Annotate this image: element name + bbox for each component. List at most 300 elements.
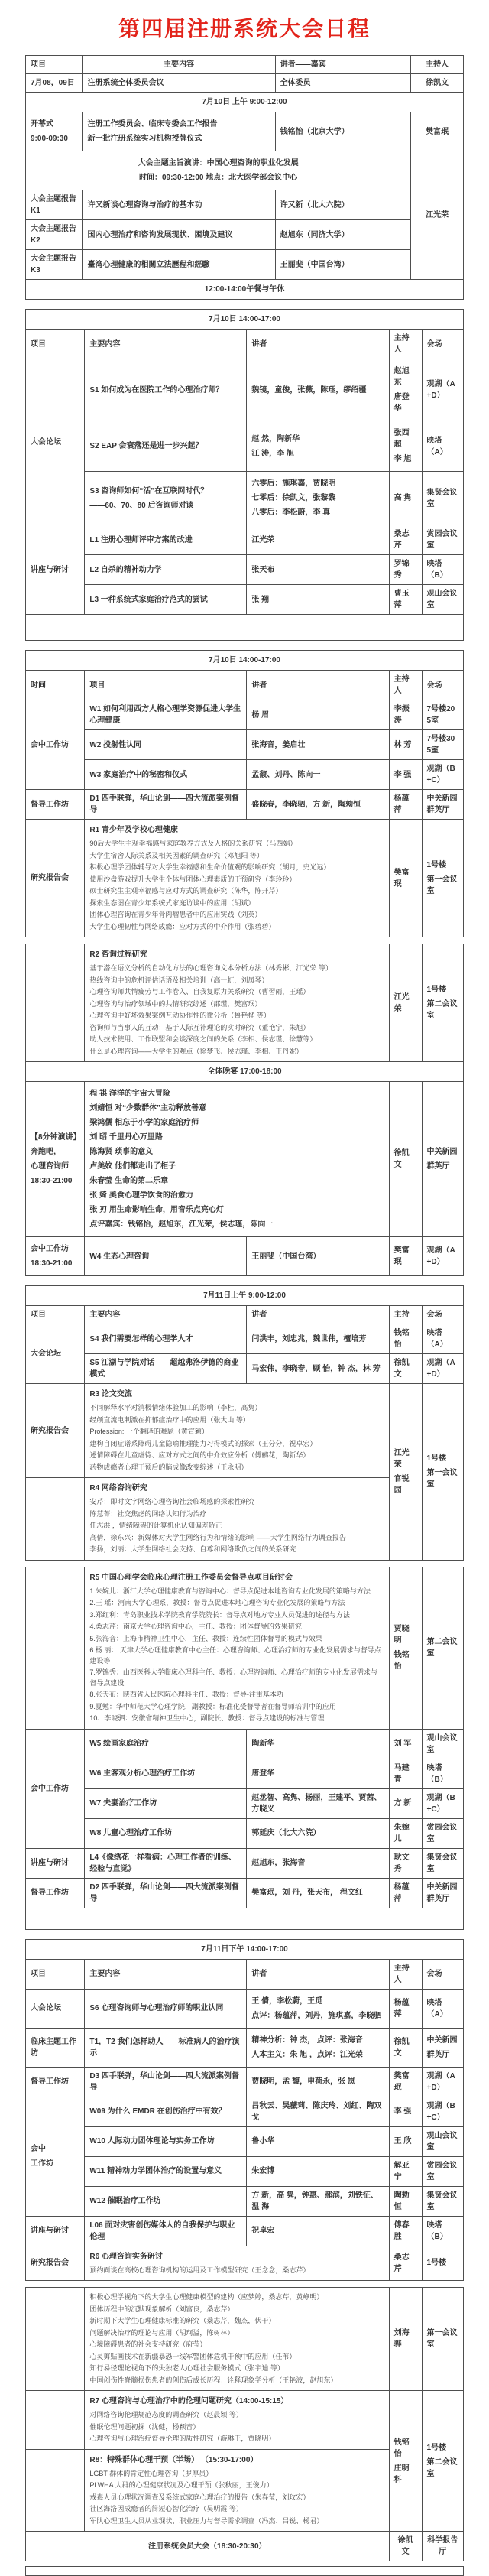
column-header: 项目 bbox=[26, 1959, 85, 1989]
table-cell: 鲁小华 bbox=[247, 2126, 389, 2156]
cell-line: 1号楼 bbox=[426, 861, 447, 869]
session-item: 1.朱婉儿：浙江大学心理健康教育与咨询中心：督导点促进本地咨询专业化发展的策略与方法 bbox=[89, 1587, 371, 1595]
table-cell: 讲座与研讨 bbox=[26, 1848, 85, 1878]
table-cell: 徐凯文 bbox=[389, 2028, 422, 2067]
cell-line: 1号楼 bbox=[426, 986, 447, 994]
table-cell bbox=[247, 472, 389, 525]
table-cell: 映塔（B） bbox=[422, 555, 463, 585]
table-cell bbox=[389, 1567, 422, 1729]
table-cell: 研究报告会 bbox=[26, 2246, 85, 2281]
cell-line: 八零后：李松蔚，李 真 bbox=[251, 508, 331, 517]
table-opening-and-keynotes bbox=[25, 55, 464, 300]
session-item: 陈慧菁：社交焦虑的网络认知行为治疗 bbox=[89, 1509, 207, 1518]
cell-line: 会中工作坊 bbox=[31, 1245, 69, 1253]
column-header: 项目 bbox=[26, 1306, 85, 1324]
table-cell bbox=[247, 1989, 389, 2028]
session-item: 安芹：即时文字网络心理咨询社会临场感的探索性研究 bbox=[89, 1498, 255, 1506]
cell-line: 时间：09:30-12:00 地点：北大医学部会议中心 bbox=[138, 174, 298, 182]
table-cell bbox=[389, 359, 422, 421]
table-cell bbox=[422, 944, 463, 1062]
table-cell: 许又新（北大六院） bbox=[275, 190, 411, 220]
section-bar: 7月10日 上午 9:00-12:00 bbox=[26, 93, 464, 112]
cell-line: 群英厅 bbox=[426, 2050, 450, 2059]
table-cell: W6 主客观分析心理治疗工作坊 bbox=[85, 1759, 247, 1788]
column-header: 主持人 bbox=[411, 56, 464, 74]
cell-line: 开幕式 bbox=[31, 120, 53, 128]
table-cell: 唐登华 bbox=[247, 1759, 389, 1788]
cell-line: 9:00-09:30 bbox=[31, 135, 68, 143]
table-cell: L1 注册心理师评审方案的改进 bbox=[85, 525, 247, 555]
cell-line: 江 涛，李 旭 bbox=[251, 449, 294, 458]
table-cell: 赵旭东，张海音 bbox=[247, 1848, 389, 1878]
table-cell bbox=[422, 1384, 463, 1561]
session-title: R8：特殊群体心理干预（半场） （15:30-17:00） bbox=[89, 2455, 258, 2464]
table-cell: 映塔（A） bbox=[422, 421, 463, 472]
session-item: 大学生心理韧性与网络成瘾：应对方式的中介作用（张碧碧） bbox=[89, 922, 276, 931]
session-cell bbox=[85, 1384, 389, 1478]
table-cell: 观山会议室 bbox=[422, 2126, 463, 2156]
cell-line: 点评嘉宾：钱铭怡，赵旭东，江光荣，侯志瑾，陈向一 bbox=[89, 1220, 274, 1229]
table-cell bbox=[26, 112, 83, 151]
cell-line: 唐登华 bbox=[393, 393, 410, 413]
table-gap bbox=[25, 1561, 464, 1567]
session-item: 团体心理咨询在青少年骨肉瘤患者中的应用实践（刘英） bbox=[89, 911, 262, 918]
session-item: 助人技术使用、工作联盟和会谈深度之间的关系（李相、侯志瑾、徐慧等） bbox=[89, 1035, 317, 1043]
table-jul10-pm-forums bbox=[25, 309, 464, 641]
section-bar: 7月10日 14:00-17:00 bbox=[26, 651, 464, 671]
session-title: R2 咨询过程研究 bbox=[89, 950, 147, 959]
session-cell bbox=[85, 820, 389, 937]
table-cell: 杨蕴萍 bbox=[389, 1878, 422, 1908]
session-item: 心理咨询与治疗领域中的共情研究综述（邵瑾，樊富珉） bbox=[89, 999, 262, 1008]
column-header: 主持人 bbox=[389, 1959, 422, 1989]
table-gap bbox=[25, 1930, 464, 1939]
column-header: 项目 bbox=[26, 56, 83, 74]
table-cell: L4《像绣花一样看病：心理工作者的训练、经验与直觉》 bbox=[85, 1848, 247, 1878]
table-cell: 耿文秀 bbox=[389, 1848, 422, 1878]
table-cell: 7月08，09日 bbox=[26, 74, 83, 93]
table-cell: 1号楼 bbox=[422, 2246, 463, 2281]
session-item: 心理咨询与心理治疗督导伦理的质性研究（游琳王，贾晓明） bbox=[89, 2435, 276, 2442]
session-cell bbox=[85, 944, 389, 1062]
session-item: 基于潜在语义分析的自动化方法的心理咨询文本分析方法（林秀彬，江光荣 等） bbox=[89, 964, 332, 972]
table-cell bbox=[247, 2028, 389, 2067]
table-cell: D3 四手联弹，华山论剑——四大流派案例督导 bbox=[85, 2067, 247, 2097]
table-cell: 大会主题报告 K1 bbox=[26, 190, 83, 220]
table-cell: S4 我们需要怎样的心理学人才 bbox=[85, 1324, 247, 1354]
table-cell: 许又新谈心理咨询与治疗的基本功 bbox=[83, 190, 275, 220]
table-cell: 祝卓宏 bbox=[247, 2216, 389, 2246]
column-header: 项目 bbox=[85, 671, 247, 700]
table-cell: 臺湾心理健康的相關立法歷程和經驗 bbox=[83, 250, 275, 280]
table-cell: 张海音，姜启壮 bbox=[247, 730, 389, 760]
session-item: 预约面谈在高校心理咨询机构的运用及工作模型研究（王念念，桑志芹） bbox=[89, 2266, 310, 2274]
cell-line: 赵旭东 bbox=[393, 367, 410, 387]
table-cell bbox=[26, 1567, 85, 1729]
table-cell bbox=[85, 1082, 389, 1237]
cell-line: 张 婍 美食心理学饮食的治愈力 bbox=[89, 1191, 193, 1200]
cell-line: 会中 bbox=[31, 2145, 46, 2153]
cell-line: 注册工作委员会、临床专委会工作报告 bbox=[87, 120, 218, 128]
cell-line: 李 旭 bbox=[393, 455, 412, 463]
session-item: 知行易径理论视角下的失独老人心理社会服务模式（张宇迪 等） bbox=[89, 2364, 284, 2372]
column-header: 主要内容 bbox=[83, 56, 275, 74]
table-cell: 杨 眉 bbox=[247, 700, 389, 730]
section-bar: 全体晚宴 17:00-18:00 bbox=[26, 1062, 464, 1082]
table-cell: 观湖（B+C） bbox=[422, 1788, 463, 1818]
column-header: 项目 bbox=[26, 330, 85, 359]
table-cell: 会中工作坊 bbox=[26, 1729, 85, 1848]
session-item: 军队心理卫生人员从业现状、职业压力与督导需求调查（冯杰、吕锐、杨君） bbox=[89, 2516, 324, 2525]
table-cell: 赵丞智、高隽、杨丽，王建平、贾茜、方晓义 bbox=[247, 1788, 389, 1818]
session-cell bbox=[85, 2391, 389, 2450]
empty-row bbox=[26, 1908, 464, 1929]
session-item: 任志洪 ，情绪障碍的计算机化认知偏差矫正 bbox=[89, 1522, 222, 1529]
session-cell bbox=[85, 1478, 389, 1561]
table-cell: L2 自杀的精神动力学 bbox=[85, 555, 247, 585]
session-item: 探索生态图在青少年系统式家庭访谈中的应用（胡斌） bbox=[89, 898, 255, 907]
table-jul11-pm-continued bbox=[25, 2287, 464, 2561]
table-cell: 桑志芹 bbox=[389, 2246, 422, 2281]
table-cell: L3 一种系统式家庭治疗范式的尝试 bbox=[85, 585, 247, 615]
table-cell: 朱婉儿 bbox=[389, 1818, 422, 1848]
table-cell: S1 如何成为在医院工作的心理治疗师？ bbox=[85, 359, 247, 421]
cell-line: 官锐园 bbox=[393, 1474, 410, 1495]
column-header: 主要内容 bbox=[85, 1306, 247, 1324]
table-cell bbox=[26, 2288, 85, 2391]
table-gap bbox=[25, 300, 464, 309]
table-cell: 集贤会议室 bbox=[422, 1848, 463, 1878]
table-cell: 罗锦秀 bbox=[389, 555, 422, 585]
table-cell: 观山会议室 bbox=[422, 585, 463, 615]
table-cell: 映塔（A） bbox=[422, 1324, 463, 1354]
table-cell bbox=[85, 472, 247, 525]
table-cell: 杨蕴萍 bbox=[389, 790, 422, 820]
cell-line: 18:30-21:00 bbox=[31, 1177, 73, 1185]
cell-line: 卢美妏 他们都走出了柜子 bbox=[89, 1162, 176, 1171]
table-gap bbox=[25, 1276, 464, 1285]
session-item: 3.郑红利：青岛职业技术学院教育学院院长：督导点对地方专业人员促进的途径与方法 bbox=[89, 1610, 350, 1619]
cell-line: 中关新园 bbox=[426, 2035, 458, 2045]
table-cell bbox=[389, 421, 422, 472]
table-cell: L06 面对灾害创伤媒体人的自我保护与职业伦理 bbox=[85, 2216, 247, 2246]
table-cell: 方 新，高 隽，钟惠、郝滨，刘铁征、温 海 bbox=[247, 2186, 389, 2216]
table-cell: 陶新华 bbox=[247, 1729, 389, 1759]
cell-line: 庄明科 bbox=[393, 2464, 410, 2484]
table-cell: 朱宏博 bbox=[247, 2156, 389, 2186]
table-cell: 樊富珉 bbox=[389, 2067, 422, 2097]
table-gap bbox=[25, 641, 464, 650]
section-bar: 7月10日 14:00-17:00 bbox=[26, 310, 464, 330]
cell-line: 1号楼 bbox=[426, 2444, 447, 2452]
session-item: 经颅直流电刺激在抑郁症治疗中的应用（张大山 等） bbox=[89, 1415, 250, 1424]
session-item: 4.桑志芹：南京大学心理咨询中心，主任、教授：团体督导的效果研究 bbox=[89, 1623, 302, 1630]
table-jul11-am bbox=[25, 1285, 464, 1561]
table-cell: 科学报告厅 bbox=[422, 2532, 463, 2561]
cell-line: 第二会议室 bbox=[426, 1000, 458, 1020]
table-cell: 赏园会议室 bbox=[422, 2156, 463, 2186]
table-cell: 研究报告会 bbox=[26, 820, 85, 937]
table-cell: 闫洪丰，刘忠兆，魏世伟，檀培芳 bbox=[247, 1324, 389, 1354]
column-header: 讲者 bbox=[247, 1959, 389, 1989]
table-cell bbox=[389, 1384, 422, 1561]
table-cell: 王丽斐（中国台湾） bbox=[247, 1237, 389, 1276]
table-cell: 江光荣 bbox=[389, 944, 422, 1062]
cell-line: 新一批注册系统实习机构授牌仪式 bbox=[87, 135, 202, 143]
session-item: 9.夏勉：华中师范大学心理学院，副教授：标准化受督导者在督导师培训中的应用 bbox=[89, 1702, 336, 1710]
session-item: 心境障碍患者的社会支持研究（府莹） bbox=[89, 2340, 207, 2348]
table-cell: W12 催眠治疗工作坊 bbox=[85, 2186, 247, 2216]
table-cell: D2 四手联弹，华山论剑——四大流派案例督导 bbox=[85, 1878, 247, 1908]
column-header: 会场 bbox=[422, 671, 463, 700]
table-cell: 郭延庆（北大六院） bbox=[247, 1818, 389, 1848]
table-cell: 映塔（B） bbox=[422, 2216, 463, 2246]
table-cell: 观湖（A+D） bbox=[422, 1354, 463, 1384]
session-item: 10、李晓驷：安徽省精神卫生中心，副院长、教授：督导点建设的标准与管理 bbox=[89, 1714, 325, 1722]
table-cell bbox=[26, 944, 85, 1062]
cell-line: 梁鸿儒 相忘于小学的家庭治疗师 bbox=[89, 1119, 199, 1127]
cell-line: 群英厅 bbox=[426, 1162, 450, 1171]
table-cell: 马宏伟，李晓春，顾 怡，钟 杰，林 芳 bbox=[247, 1354, 389, 1384]
cell-line: 第二会议室 bbox=[426, 2458, 458, 2478]
session-item: 5.张海音：上海市精神卫生中心，主任、教授：连续性团体督导的模式与效果 bbox=[89, 1634, 322, 1642]
session-item: 中国创伤性脊髓损伤患者的创伤后成长历程：诠释现象学分析（王艳波，赵旭东） bbox=[89, 2376, 338, 2384]
session-item: 新时期下大学生心理健康标准的研究（桑志芹，魏杰，伏干） bbox=[89, 2317, 276, 2324]
cell-line: 点评：杨蕴萍，刘丹，施琪嘉，李晓驷 bbox=[251, 2011, 382, 2020]
table-bottom-cutoff bbox=[25, 2566, 464, 2576]
table-cell: 樊富珉 bbox=[411, 112, 464, 151]
session-title: R1 青少年及学校心理健康 bbox=[89, 826, 178, 834]
cell-line: 18:30-21:00 bbox=[31, 1259, 73, 1268]
session-item: 问题解决治疗的理论与应用（胡珂溢，陈树林） bbox=[89, 2328, 235, 2337]
table-cell: W09 为什么 EMDR 在创伤治疗中有效？ bbox=[85, 2097, 247, 2126]
cell-line: 王 倩，李松蔚，王觅 bbox=[251, 1996, 323, 2006]
cell-line: 刘 昭 千里丹心万里路 bbox=[89, 1133, 163, 1142]
schedule-root bbox=[25, 55, 464, 2576]
table-cell: S2 EAP 会衰落还是进一步兴起？ bbox=[85, 421, 247, 472]
session-cell bbox=[85, 1567, 389, 1729]
table-cell: 第二会议室 bbox=[422, 1567, 463, 1729]
table-cell: W4 生态心理咨询 bbox=[85, 1237, 247, 1276]
table-cell: W11 精神动力学团体治疗的设置与意义 bbox=[85, 2156, 247, 2186]
session-item: 对网络咨询伦理规范态度的调查研究（赵晨颖 等） bbox=[89, 2411, 243, 2418]
table-cell: 吕秋云、吴薇莉、陈庆玲、刘红、陶双戈 bbox=[247, 2097, 389, 2126]
table-cell: 赏园会议室 bbox=[422, 525, 463, 555]
table-cell: W1 如何利用西方人格心理学资源促进大学生心理健康 bbox=[85, 700, 247, 730]
section-bar: 7月11日上午 9:00-12:00 bbox=[26, 1286, 464, 1306]
column-header: 主持人 bbox=[389, 671, 422, 700]
session-item: 咨询师与当事人的互动：基于人际互补理论的实时研究（董艳宁，朱旭） bbox=[89, 1023, 310, 1031]
session-item: PLWHA 人群的心理健康状况及心理干预（张秋丽，王俊力） bbox=[89, 2481, 274, 2489]
table-cell: W10 人际动力团体理论与实务工作坊 bbox=[85, 2126, 247, 2156]
table-cell bbox=[26, 1478, 85, 1561]
table-cell: 第一会议室 bbox=[422, 2288, 463, 2391]
session-item: 什么是心理咨询——大学生的观点（徐梦飞、侯志瑾、李相、王丹妮） bbox=[89, 1047, 303, 1055]
table-cell: 钱铭怡（北京大学） bbox=[275, 112, 411, 151]
table-cell: 高 隽 bbox=[389, 472, 422, 525]
table-cell: 中关新园群英厅 bbox=[422, 1878, 463, 1908]
table-cell: 观湖（A+D） bbox=[422, 1237, 463, 1276]
column-header: 主要内容 bbox=[85, 1959, 247, 1989]
table-cell: 王 欣 bbox=[389, 2126, 422, 2156]
table-cell: 赵旭东（同济大学） bbox=[275, 220, 411, 250]
column-header: 主持 bbox=[389, 1306, 422, 1324]
table-cell bbox=[422, 2391, 463, 2532]
session-item: 硕士研究生主观幸福感与应对方式的调查研究（陈华，陈开芹） bbox=[89, 887, 283, 895]
table-cell: 督导工作坊 bbox=[26, 1878, 85, 1908]
table-cell: 樊富珉，刘 丹，张天布， 程文红 bbox=[247, 1878, 389, 1908]
table-cell bbox=[26, 1237, 85, 1276]
table-cell: S5 江湖与学院对话——超越弗洛伊德的商业模式 bbox=[85, 1354, 247, 1384]
cell-line: 张 刃 用生命影响生命，用音乐点亮心灯 bbox=[89, 1206, 224, 1214]
table-cell bbox=[26, 2391, 85, 2450]
table-cell: 刘海骅 bbox=[389, 2288, 422, 2391]
table-cell: 李 强 bbox=[389, 2097, 422, 2126]
cell-line: 第一会议室 bbox=[426, 1469, 458, 1489]
table-cell: 桑志芹 bbox=[389, 525, 422, 555]
table-cell: 国内心理治疗和咨询发展现状、困境及建议 bbox=[83, 220, 275, 250]
cell-line: 赵 然，陶新华 bbox=[251, 434, 300, 443]
table-cell: 孟馥、刘丹、陈向一 bbox=[247, 760, 389, 790]
table-jul10-evening bbox=[25, 944, 464, 1276]
table-cell: W2 投射性认同 bbox=[85, 730, 247, 760]
session-item: 大学生宿舍人际关系及相关因素的调查研究（邓旭阳 等） bbox=[89, 851, 264, 859]
table-cell: 讲座与研讨 bbox=[26, 2216, 85, 2246]
cell-line: 精神分析：钟 杰， 点评：张海音 bbox=[251, 2035, 363, 2045]
session-item: 建构自闭症谱系障碍儿童隐喻推理能力习得模式的探索（王分分，祝卓宏） bbox=[89, 1439, 317, 1447]
session-item: 高倩，徐东兴：新媒体对大学生网络行为和情绪的影响 ——大学生网络行为调查报告 bbox=[89, 1533, 346, 1541]
table-cell: 督导工作坊 bbox=[26, 790, 85, 820]
table-cell: 林 芳 bbox=[389, 730, 422, 760]
session-item: 2.王 瑶：河南大学心理系，教授：督导点促进本地心理咨询专业化发展的策略与方法 bbox=[89, 1599, 345, 1606]
table-cell: 观湖（A+D） bbox=[422, 2067, 463, 2097]
column-header: 讲者 bbox=[247, 1306, 389, 1324]
session-title: R6 心理咨询实务研讨 bbox=[89, 2252, 163, 2261]
session-item: 使用沙盘游戏提升大学生个体与团体心理素质的干预研究（李玲玲） bbox=[89, 875, 296, 883]
table-cell: W5 绘画家庭治疗 bbox=[85, 1729, 247, 1759]
cell-line: 大会主题主旨演讲：中国心理咨询的职业化发展 bbox=[138, 159, 299, 167]
session-item: 药物成瘾者心理干预后的脑成像改变综述（王永明） bbox=[89, 1463, 248, 1471]
table-cell: 观湖（B+C） bbox=[422, 2097, 463, 2126]
table-cell: 观湖（B+C） bbox=[422, 760, 463, 790]
table-cell: 大会论坛 bbox=[26, 1989, 85, 2028]
table-cell: 大会主题报告 K3 bbox=[26, 250, 83, 280]
table-cell bbox=[26, 1082, 85, 1237]
page-title: 第四届注册系统大会日程 bbox=[118, 17, 371, 41]
table-cell: 魏镜，童俊，张薇，陈珏，缪绍疆 bbox=[247, 359, 389, 421]
session-item: 戒毒人员心理状况调查及系统式家庭心理治疗的报告（朱春莹，刘玫宏） bbox=[89, 2493, 310, 2501]
cell-line: 朱春莹 生命的第二乐章 bbox=[89, 1177, 169, 1185]
table-cell: 樊富珉 bbox=[389, 820, 422, 937]
empty-row bbox=[26, 615, 464, 641]
session-item: 心灵剪贴画技术在新疆暴恐一线军警团体危机干预中的应用（任苇） bbox=[89, 2352, 296, 2360]
table-cell: 大会论坛 bbox=[26, 1324, 85, 1384]
cell-line: 心理咨询师 bbox=[31, 1162, 69, 1171]
table-cell: 赏园会议室 bbox=[422, 1818, 463, 1848]
session-title: R5 中国心理学会临床心理注册工作委员会督导点项目研讨会 bbox=[89, 1573, 293, 1582]
table-jul11-am-continued bbox=[25, 1567, 464, 1930]
table-gap bbox=[25, 937, 464, 944]
session-title: R7 心理咨询与心理治疗中的伦理问题研究（14:00-15:15） bbox=[89, 2397, 289, 2405]
table-cell bbox=[83, 112, 275, 151]
table-jul10-pm-workshops bbox=[25, 650, 464, 937]
column-header: 讲者 bbox=[247, 330, 389, 359]
table-cell: 张天布 bbox=[247, 555, 389, 585]
table-cell: 钱铭怡 bbox=[389, 1324, 422, 1354]
session-item: LGBT 群体的肯定性心理咨询（罗厚员） bbox=[89, 2469, 213, 2477]
table-cell bbox=[422, 820, 463, 937]
cutoff-row bbox=[26, 2567, 464, 2576]
table-cell: 徐凯文 bbox=[411, 74, 464, 93]
table-cell: D1 四手联弹，华山论剑——四大流派案例督导 bbox=[85, 790, 247, 820]
cell-line: 第一会议室 bbox=[426, 875, 458, 895]
table-cell: 江光荣 bbox=[411, 151, 464, 280]
session-item: 不同解释水平对消极情绪体验加工的影响（李杜，高隽） bbox=[89, 1404, 262, 1411]
table-cell: 解亚宁 bbox=[389, 2156, 422, 2186]
cell-line: 贾晓明 bbox=[393, 1625, 410, 1645]
cell-line: 钱铭怡 bbox=[393, 1651, 410, 1671]
table-cell: 全体委员 bbox=[275, 74, 411, 93]
table-cell bbox=[247, 421, 389, 472]
section-bar: 注册系统会员大会（18:30-20:30） bbox=[26, 2532, 390, 2561]
session-item: 李扬，刘丽：大学生网络社会支持、自尊和网络欺负之间的关系研究 bbox=[89, 1545, 296, 1553]
section-bar: 7月11日下午 14:00-17:00 bbox=[26, 1939, 464, 1959]
cell-line: 1号楼 bbox=[426, 1454, 447, 1463]
table-cell bbox=[26, 2449, 85, 2532]
table-cell: 傅春胜 bbox=[389, 2216, 422, 2246]
table-cell: 贾晓明，孟 馥，申荷永，张 岚 bbox=[247, 2067, 389, 2097]
cell-line: 工作坊 bbox=[31, 2159, 53, 2168]
table-cell: 江光荣 bbox=[247, 525, 389, 555]
table-cell: 马建青 bbox=[389, 1759, 422, 1788]
session-item: 热线咨询中的危机评估话语及相关培训（高一虹，刘凤琴） bbox=[89, 976, 269, 984]
session-item: 催眠伦理问题初探（沈健，杨颖音） bbox=[89, 2422, 200, 2431]
column-header: 会场 bbox=[422, 330, 463, 359]
cell-line: 张西超 bbox=[393, 429, 410, 449]
column-header: 会场 bbox=[422, 1959, 463, 1989]
session-item: 6.杨 丽： 天津大学心理健康教育中心主任：心理咨询师、心理治疗师的专业化发展需求与督导点建设等 bbox=[89, 1646, 381, 1665]
cell-line: 江光荣 bbox=[393, 1448, 410, 1469]
table-cell: T1，T2 我们怎样助人——标准病人的治疗演示 bbox=[85, 2028, 247, 2067]
table-cell: S6 心理咨询师与心理治疗师的职业认同 bbox=[85, 1989, 247, 2028]
table-cell: 注册系统全体委员会议 bbox=[83, 74, 275, 93]
table-cell: 讲座与研讨 bbox=[26, 525, 85, 615]
table-cell: 方 新 bbox=[389, 1788, 422, 1818]
column-header: 主要内容 bbox=[85, 330, 247, 359]
cell-line: 程 祺 洋洋的宇宙大冒险 bbox=[89, 1090, 170, 1098]
table-cell: 督导工作坊 bbox=[26, 2067, 85, 2097]
table-cell: 徐凯文 bbox=[389, 2532, 422, 2561]
table-cell: 7号楼305室 bbox=[422, 730, 463, 760]
cell-line: 钱铭怡 bbox=[393, 2438, 410, 2458]
table-cell: 临床主题工作坊 bbox=[26, 2028, 85, 2067]
table-jul11-pm bbox=[25, 1939, 464, 2282]
column-header: 主持人 bbox=[389, 330, 422, 359]
cell-line: 刘婧恒 对“少数群体”主动释放善意 bbox=[89, 1104, 207, 1113]
table-cell: W8 儿童心理治疗工作坊 bbox=[85, 1818, 247, 1848]
column-header: 会场 bbox=[422, 1306, 463, 1324]
cell-line: 陈海贤 琐事的意义 bbox=[89, 1148, 154, 1156]
table-cell: 王丽斐（中国台湾） bbox=[275, 250, 411, 280]
session-cell bbox=[85, 2449, 389, 2532]
table-cell: W3 家庭治疗中的秘密和仪式 bbox=[85, 760, 247, 790]
table-cell bbox=[389, 2391, 422, 2532]
table-cell: 徐凯文 bbox=[389, 1082, 422, 1237]
table-cell bbox=[422, 2028, 463, 2067]
table-cell: 7号楼205室 bbox=[422, 700, 463, 730]
table-cell: 研究报告会 bbox=[26, 1384, 85, 1478]
session-item: 述情障碍在儿童虐待、应对方式之间的中介效应分析（傅鹂花，陶新华） bbox=[89, 1451, 310, 1459]
